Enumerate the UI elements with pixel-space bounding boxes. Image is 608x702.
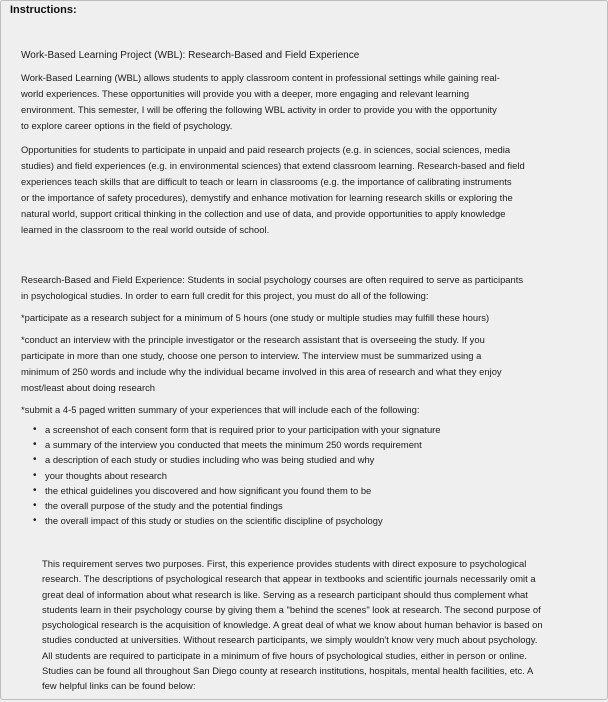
list-item: • the overall purpose of the study and the potential findings [33,498,581,513]
text-line: This requirement serves two purposes. First, this experience provides students with direct exposure to psychological [42,558,527,569]
text-line: experiences teach skills that are difficult to teach or learn in classrooms (e.g. the importance of calibrating instruments [21,176,512,187]
text-line: participate in more than one study, choose one person to interview. The interview must be summarized using a [21,350,482,361]
wbl-title: Work-Based Learning Project (WBL): Research-Based and Field Experience [21,50,360,61]
summary-bullet-list [21,422,581,528]
text-line: Opportunities for students to participate in unpaid and paid research projects (e.g. in sciences, social sciences, media [21,144,511,155]
wbl-paragraph-2 [21,142,581,238]
text-line: *conduct an interview with the principle investigator or the research assistant that is overseeing the study. If you [21,334,485,345]
text-line: studies) and field experiences (e.g. in environmental sciences) that extend classroom learning. Research-based and field [21,160,525,171]
text-line: natural world, support critical thinking in the collection and use of data, and provide opportunities to apply knowledge [21,208,506,219]
list-item: • the overall impact of this study or studies on the scientific discipline of psychology [33,513,581,528]
text-line: Research-Based and Field Experience: Students in social psychology courses are often required to serve as participants [21,274,524,285]
list-item: • a description of each study or studies including who was being studied and why [33,452,581,467]
instructions-heading: Instructions: [10,4,77,16]
text-line: environment. This semester, I will be offering the following WBL activity in order to provide you with the opportunity [21,104,497,115]
text-line: great deal of information about what research is like. Serving as a research participant should thus complement what [42,588,528,600]
purpose-section [42,556,590,702]
text-line: research. The descriptions of psychological research that appear in textbooks and scientific journals necessarily omit a [42,573,536,585]
text-line: Work-Based Learning (WBL) allows students to apply classroom content in professional settings while gaining real- [21,72,500,83]
list-item: • your thoughts about research [33,468,581,483]
text-line: most/least about doing research [21,382,156,393]
text-line: in psychological studies. In order to earn full credit for this project, you must do all of the following: [21,290,429,301]
requirement-participate: *participate as a research subject for a minimum of 5 hours (one study or multiple studies may fulfill these hours) [21,312,490,323]
wbl-paragraph-1 [21,70,581,134]
list-item: • a summary of the interview you conducted that meets the minimum 250 words requirement [33,437,581,452]
text-line: or the importance of safety procedures), demystify and enhance motivation for learning research skills or exploring the [21,192,513,203]
list-item: • a screenshot of each consent form that is required prior to your participation with your signature [33,422,581,437]
text-line: to explore career options in the field of psychology. [21,120,233,131]
requirements-intro [21,272,581,304]
text-line: students learn in their psychology course by giving them a "behind the scenes" look at research. The second purpose of [42,603,541,615]
text-line: studies conducted at universities. Without research participants, we simply wouldn't know very much about psychology. [42,634,538,646]
purpose-paragraph [42,556,590,694]
list-item: • the ethical guidelines you discovered and how significant you found them to be [33,483,581,498]
text-line: Studies can be found all throughout San Diego county at research institutions, hospitals, mental health facilities, etc. A [42,665,534,677]
wbl-section [21,48,581,246]
requirements-section [21,272,581,528]
text-line: learned in the classroom to the real world outside of school. [21,224,270,235]
requirement-summary: *submit a 4-5 paged written summary of your experiences that will include each of the following: [21,404,420,415]
requirement-interview [21,332,581,396]
text-line: All students are required to participate in a minimum of five hours of psychological studies, either in person or online. [42,649,527,661]
text-line: minimum of 250 words and include why the individual became involved in this area of research and what they enjoy [21,366,502,377]
text-line: few helpful links can be found below: [42,680,196,692]
text-line: psychological research is the acquisition of knowledge. A great deal of what we know about human behavior is based on [42,619,543,631]
text-line: world experiences. These opportunities will provide you with a deeper, more engaging and relevant learning [21,88,470,99]
